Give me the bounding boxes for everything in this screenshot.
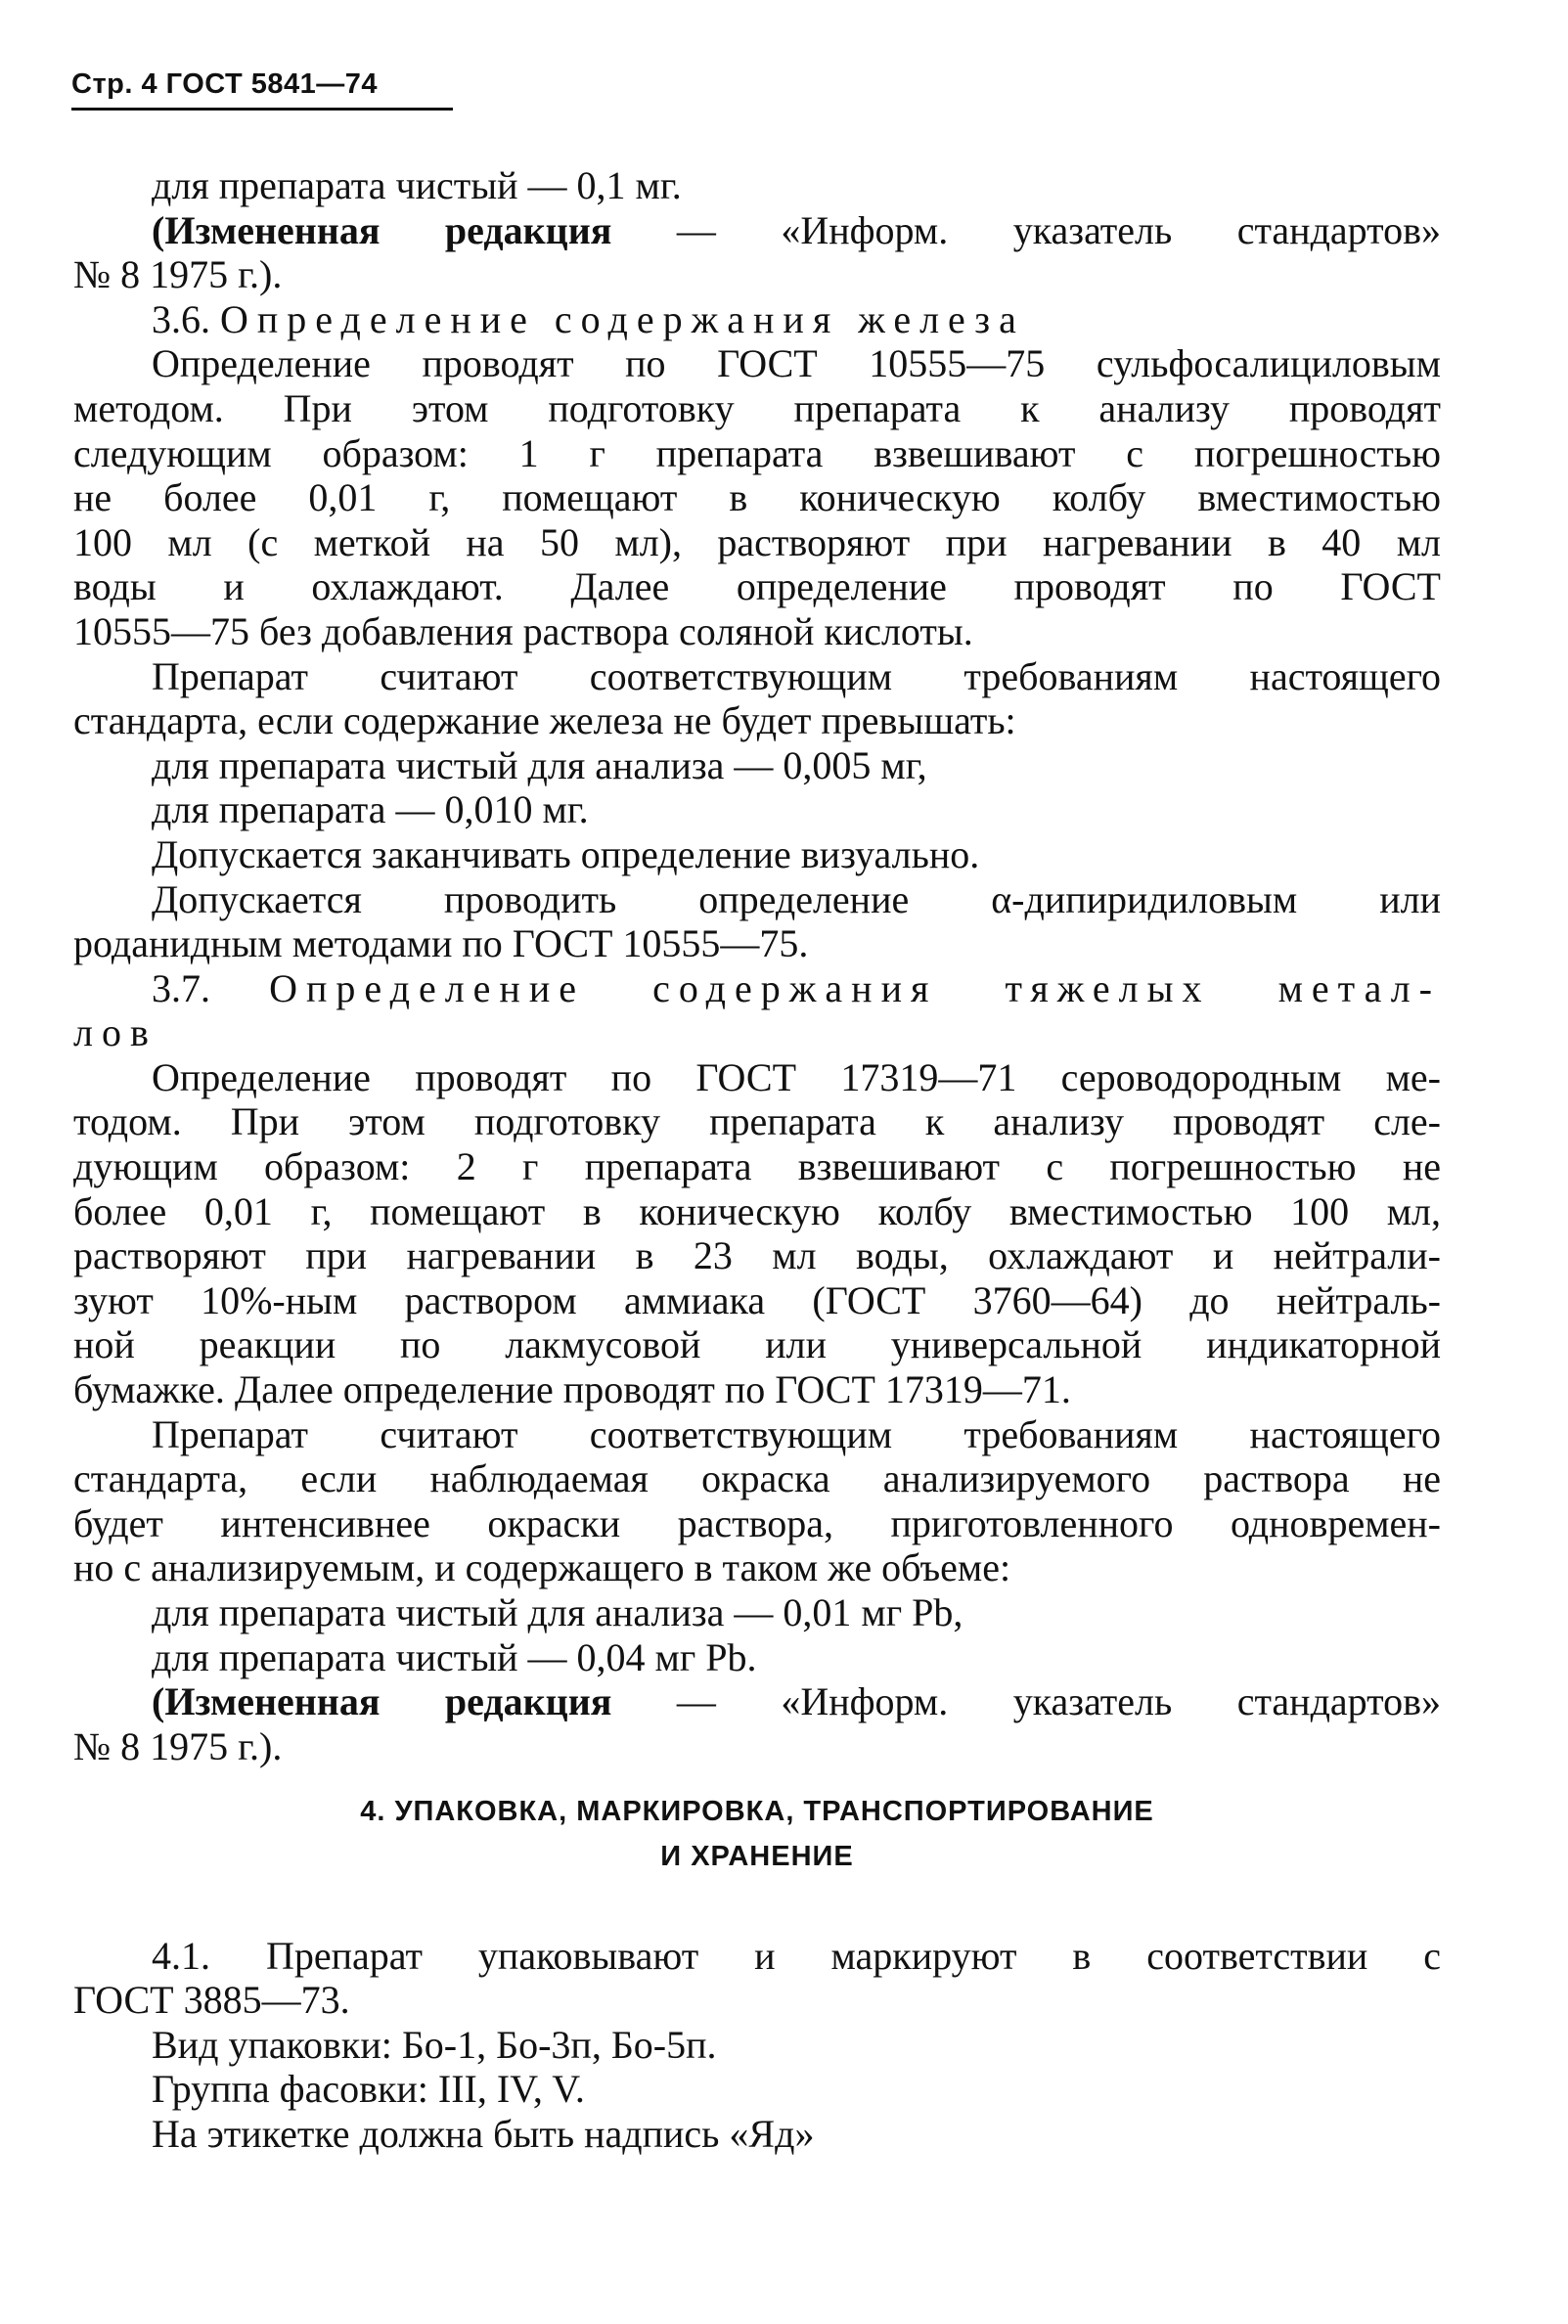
text-line: для препарата чистый для анализа — 0,01 мг Pb, xyxy=(152,1590,963,1634)
text-line: Вид упаковки: Бо-1, Бо-3п, Бо-5п. xyxy=(152,2022,717,2067)
amendment-text: — «Информ. указатель стандартов» xyxy=(611,207,1441,252)
section-4-title: 4. УПАКОВКА, МАРКИРОВКА, ТРАНСПОРТИРОВАНИЕ xyxy=(360,1796,1154,1828)
spacer xyxy=(73,1768,1441,1790)
text-line: но с анализируемым, и содержащего в таком же объеме: xyxy=(73,1545,1011,1590)
section-number: 3.7. xyxy=(152,965,270,1010)
text-line: ной реакции по лакмусовой или универсальной индикаторной xyxy=(73,1322,1441,1367)
text-line: Препарат считают соответствующим требованиям настоящего xyxy=(152,1411,1441,1456)
section-heading-3-7 xyxy=(73,966,1441,1011)
header-rule xyxy=(71,108,453,111)
text-line: Определение проводят по ГОСТ 17319—71 сероводородным ме- xyxy=(152,1054,1441,1099)
text-line: для препарата чистый для анализа — 0,005 мг, xyxy=(152,742,927,787)
text-line: воды и охлаждают. Далее определение проводят по ГОСТ xyxy=(73,564,1441,609)
text-line: № 8 1975 г.). xyxy=(73,252,283,297)
text-line: Определение проводят по ГОСТ 10555—75 сульфосалициловым xyxy=(152,341,1441,386)
section-title: Определение содержания железа xyxy=(220,296,1025,341)
amendment-label: (Измененная редакция xyxy=(152,1679,612,1724)
text-line: роданидным методами по ГОСТ 10555—75. xyxy=(73,921,809,966)
text-line: растворяют при нагревании в 23 мл воды, охлаждают и нейтрали- xyxy=(73,1233,1441,1278)
text-line: Допускается проводить определение α-дипиридиловым или xyxy=(152,876,1441,921)
amendment-note xyxy=(73,208,1441,253)
section-4-title-continued: И ХРАНЕНИЕ xyxy=(660,1840,854,1872)
text-line: стандарта, если наблюдаемая окраска анализируемого раствора не xyxy=(73,1456,1441,1501)
text-line: для препарата чистый — 0,1 мг. xyxy=(152,163,682,207)
text-line: методом. При этом подготовку препарата к анализу проводят xyxy=(73,385,1441,430)
amendment-note xyxy=(73,1679,1441,1724)
section-number: 3.6. xyxy=(152,296,220,341)
text-line: 100 мл (с меткой на 50 мл), растворяют при нагревании в 40 мл xyxy=(73,519,1441,564)
text-line: стандарта, если содержание железа не будет превышать: xyxy=(73,698,1016,743)
text-line: ГОСТ 3885—73. xyxy=(73,1978,350,2023)
page-header: Стр. 4 ГОСТ 5841—74 xyxy=(71,68,379,100)
spacer xyxy=(73,1880,1441,1934)
text-line: не более 0,01 г, помещают в коническую колбу вместимостью xyxy=(73,475,1441,520)
document-body xyxy=(73,163,1441,2157)
text-line: № 8 1975 г.). xyxy=(73,1723,283,1768)
text-line: На этикетке должна быть надпись «Яд» xyxy=(152,2111,815,2156)
amendment-label: (Измененная редакция xyxy=(152,207,612,252)
text-line: более 0,01 г, помещают в коническую колбу вместимостью 100 мл, xyxy=(73,1188,1441,1233)
section-heading-3-6 xyxy=(73,297,1441,342)
text-line: дующим образом: 2 г препарата взвешивают с погрешностью не xyxy=(73,1144,1441,1189)
text-line: зуют 10%-ным раствором аммиака (ГОСТ 3760—64) до нейтраль- xyxy=(73,1277,1441,1322)
text-line: для препарата — 0,010 мг. xyxy=(152,787,589,832)
text-line: Препарат считают соответствующим требованиям настоящего xyxy=(152,653,1441,698)
section-title: Определение содержания тяжелых метал- xyxy=(269,965,1441,1010)
section-title-continued: лов xyxy=(73,1010,157,1055)
text-line: 10555—75 без добавления раствора соляной кислоты. xyxy=(73,608,973,653)
text-line: следующим образом: 1 г препарата взвешивают с погрешностью xyxy=(73,430,1441,475)
amendment-text: — «Информ. указатель стандартов» xyxy=(611,1679,1441,1724)
text-line: тодом. При этом подготовку препарата к анализу проводят сле- xyxy=(73,1099,1441,1144)
text-line: бумажке. Далее определение проводят по ГОСТ 17319—71. xyxy=(73,1367,1071,1412)
text-line: Группа фасовки: III, IV, V. xyxy=(152,2067,585,2112)
text-line: будет интенсивнее окраски раствора, приготовленного одновремен- xyxy=(73,1500,1441,1545)
text-line: для препарата чистый — 0,04 мг Pb. xyxy=(152,1634,757,1679)
text-line: Допускается заканчивать определение визуально. xyxy=(152,831,980,876)
text-line: 4.1. Препарат упаковывают и маркируют в соответствии с xyxy=(152,1933,1441,1978)
